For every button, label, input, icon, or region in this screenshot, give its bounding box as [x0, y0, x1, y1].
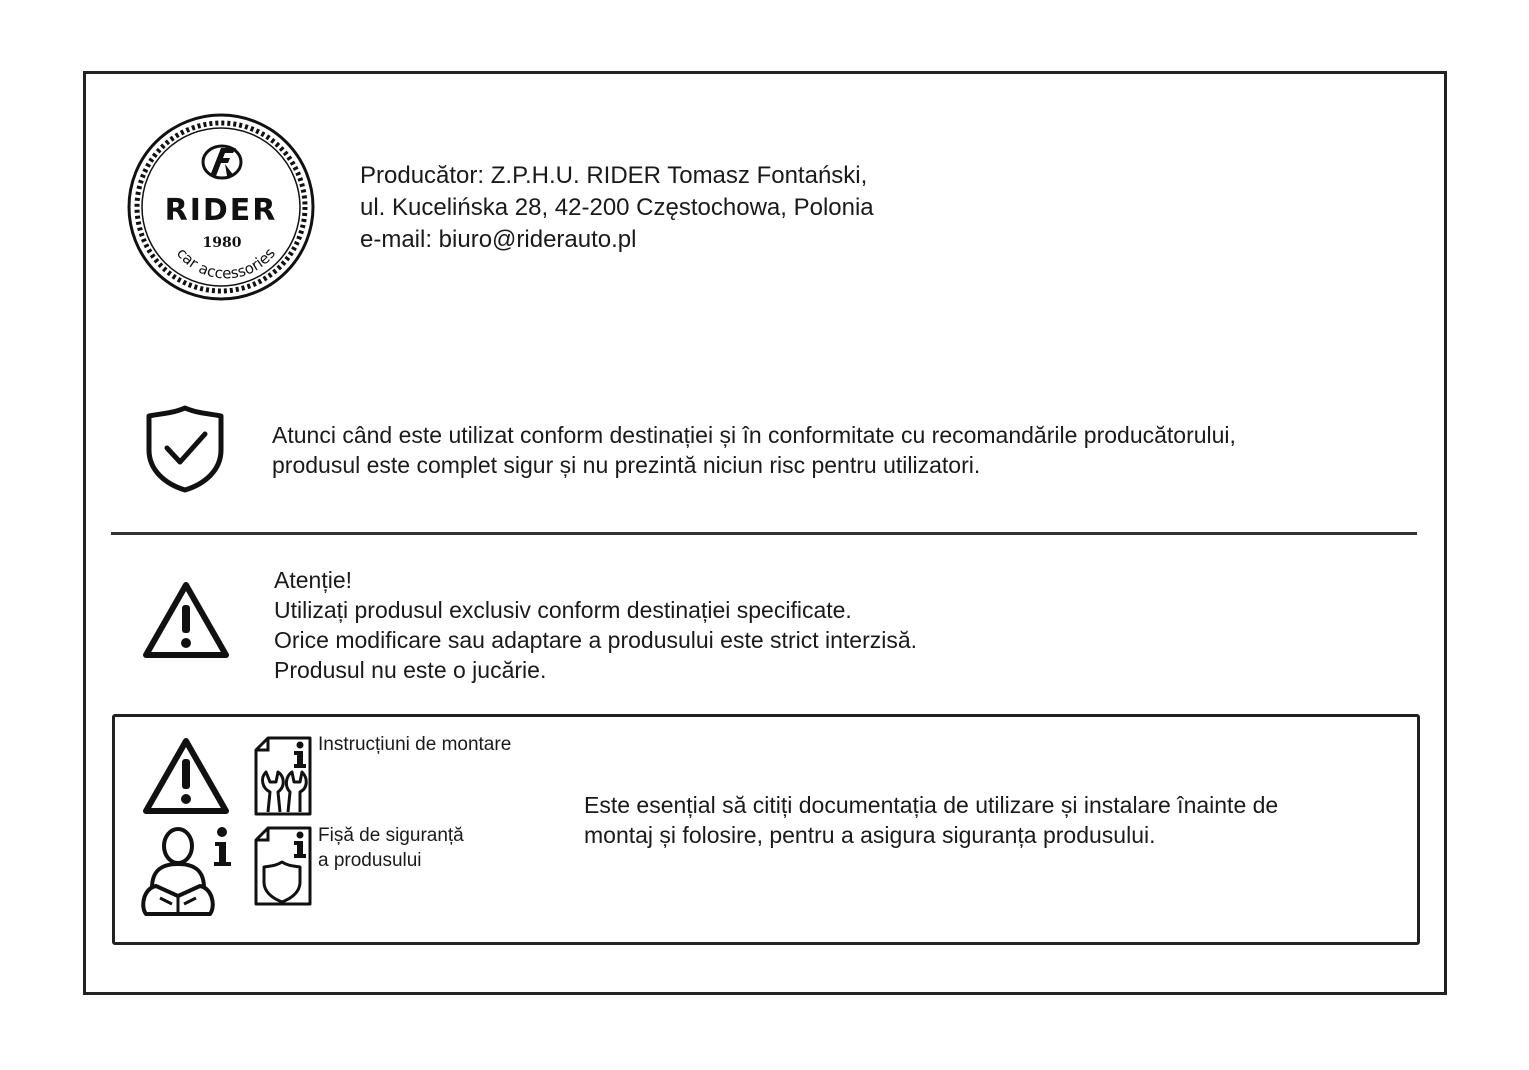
- safety-line-1: Atunci când este utilizat conform destinației și în conformitate cu recomandările producătorului,: [272, 422, 1236, 448]
- safety-statement: [272, 420, 1236, 480]
- logo-tagline: car accessories: [173, 244, 279, 283]
- document-wrench-icon: [254, 736, 312, 816]
- read-documentation-text: [584, 790, 1278, 850]
- shield-check-icon: [143, 404, 227, 494]
- safety-sheet-line-1: Fișă de siguranță: [318, 825, 464, 846]
- safety-sheet-label: [318, 823, 464, 873]
- warning-title: Atenție!: [274, 567, 352, 593]
- document-shield-icon: [254, 826, 312, 906]
- read-line-1: Este esențial să citiți documentația de utilizare și instalare înainte de: [584, 792, 1279, 818]
- reader-info-icon: [138, 826, 234, 920]
- producer-name: Producător: Z.P.H.U. RIDER Tomasz Fontański,: [360, 162, 868, 189]
- instructions-label: Instrucțiuni de montare: [318, 734, 512, 755]
- logo-brand: RIDER: [164, 193, 278, 228]
- safety-sheet-line-2: a produsului: [318, 850, 422, 871]
- section-divider: [111, 532, 1417, 535]
- warning-line-2: Orice modificare sau adaptare a produsului este strict interzisă.: [274, 627, 918, 653]
- warning-line-1: Utilizați produsul exclusiv conform destinației specificate.: [274, 597, 852, 623]
- producer-address: ul. Kucelińska 28, 42-200 Częstochowa, Polonia: [360, 194, 874, 221]
- producer-info: [360, 160, 874, 256]
- read-line-2: montaj și folosire, pentru a asigura siguranța produsului.: [584, 822, 1156, 848]
- warning-line-3: Produsul nu este o jucărie.: [274, 657, 547, 683]
- warning-triangle-icon: [142, 736, 230, 816]
- warning-text: [274, 565, 917, 685]
- logo-year: 1980: [202, 235, 242, 251]
- warning-triangle-icon: [142, 580, 230, 660]
- safety-line-2: produsul este complet sigur și nu prezintă niciun risc pentru utilizatori.: [272, 452, 981, 478]
- rider-logo: [126, 112, 316, 302]
- producer-email: e-mail: biuro@riderauto.pl: [360, 226, 637, 253]
